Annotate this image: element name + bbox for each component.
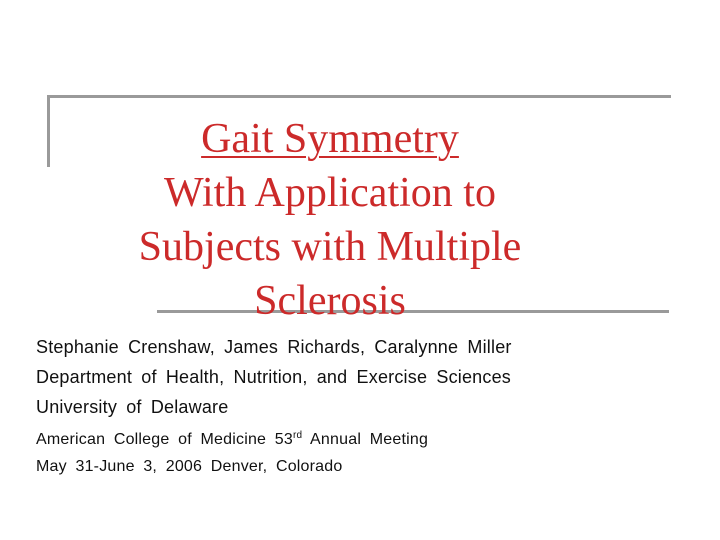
frame-top-rule xyxy=(47,95,671,98)
department-line: Department of Health, Nutrition, and Exercise Sciences xyxy=(36,367,512,387)
meeting-ordinal: rd xyxy=(293,430,303,441)
meeting-suffix: Annual Meeting xyxy=(302,431,429,448)
meeting-prefix: American College of Medicine 53 xyxy=(36,431,293,448)
slide-title xyxy=(30,112,630,328)
university-line: University of Delaware xyxy=(36,397,229,417)
authors-line: Stephanie Crenshaw, James Richards, Caralynne Miller xyxy=(36,337,512,357)
title-line-1 xyxy=(30,112,630,166)
date-location-line: May 31-June 3, 2006 Denver, Colorado xyxy=(36,458,343,475)
title-line-4: Sclerosis xyxy=(254,278,406,324)
title-line-3: Subjects with Multiple xyxy=(138,224,522,270)
meeting-line xyxy=(36,426,686,453)
slide-body xyxy=(36,332,686,480)
title-line-2: With Application to xyxy=(164,170,496,216)
title-line-1-text: Gait Symmetry xyxy=(201,116,459,162)
